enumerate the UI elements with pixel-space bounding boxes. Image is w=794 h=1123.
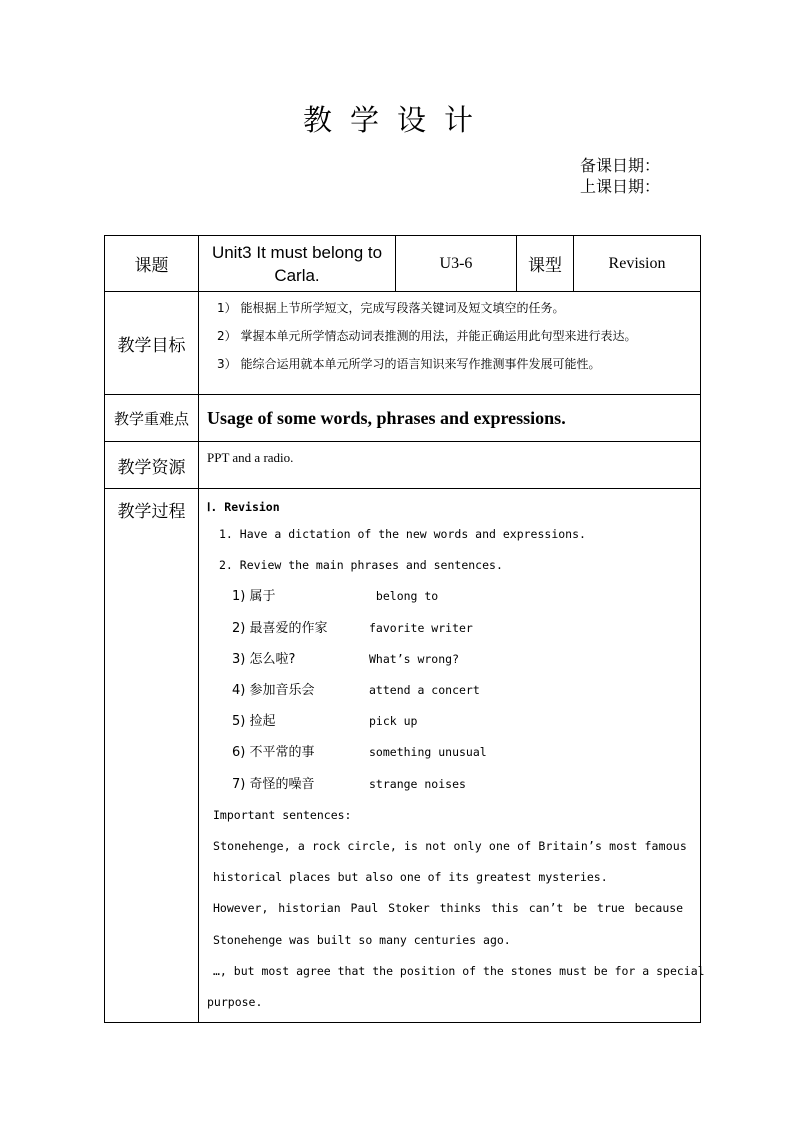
vocab-item: [207, 581, 693, 612]
page-title: 教学设计: [302, 103, 491, 137]
key-points-row: [105, 395, 701, 442]
process-heading-number: Ⅰ.: [207, 500, 218, 514]
important-sentence: Stonehenge, a rock circle, is not only one of Britain’s most famous: [213, 839, 687, 854]
process-step: 1. Have a dictation of the new words and expressions.: [219, 527, 586, 541]
topic-value: Unit3 It must belong to Carla.: [199, 236, 396, 292]
process-content: [199, 489, 705, 1023]
objectives-row: [105, 292, 701, 395]
vocab-english: What’s wrong?: [369, 651, 460, 666]
process-label: 教学过程: [105, 489, 199, 1023]
important-sentence: historical places but also one of its greatest mysteries.: [213, 870, 608, 885]
resources-value: PPT and a radio.: [199, 442, 701, 489]
vocab-item: [207, 706, 693, 737]
vocab-chinese: 4) 参加音乐会: [232, 683, 315, 699]
process-row: [105, 489, 701, 1023]
vocab-item: [207, 613, 693, 644]
vocab-chinese: 2) 最喜爱的作家: [232, 620, 328, 636]
vocab-chinese: 3) 怎么啦?: [232, 651, 296, 667]
vocab-item: [207, 737, 693, 768]
process-heading-text: Revision: [224, 500, 280, 514]
key-points-label: 教学重难点: [105, 395, 199, 442]
lesson-plan-table: [104, 235, 705, 1023]
vocab-chinese: 7) 奇怪的噪音: [232, 776, 315, 792]
vocab-english: belong to: [369, 589, 439, 604]
objective-item: 2） 掌握本单元所学情态动词表推测的用法，并能正确运用此句型来进行表达。: [217, 329, 637, 343]
vocab-english: attend a concert: [369, 683, 480, 698]
vocab-english: strange noises: [369, 776, 466, 791]
vocab-item: [207, 644, 693, 675]
lesson-code: U3-6: [396, 236, 517, 292]
lesson-type-label: 课型: [517, 236, 574, 292]
key-points-value: Usage of some words, phrases and expressions.: [199, 395, 701, 442]
vocab-english: pick up: [369, 714, 418, 729]
objective-item: 3） 能综合运用就本单元所学习的语言知识来写作推测事件发展可能性。: [217, 357, 601, 371]
objective-item: 1） 能根据上节所学短文，完成写段落关键词及短文填空的任务。: [217, 301, 565, 315]
vocab-chinese: 5) 捡起: [232, 714, 276, 730]
prep-date-label: 备课日期：: [580, 156, 661, 175]
vocab-item: [207, 769, 693, 800]
objectives-list: [199, 292, 701, 395]
objectives-label: 教学目标: [105, 292, 199, 395]
process-step: 2. Review the main phrases and sentences.: [219, 558, 503, 573]
vocab-english: something unusual: [369, 745, 487, 760]
important-sentence: Stonehenge was built so many centuries ago.: [213, 932, 511, 947]
vocab-chinese: 1) 属于: [232, 589, 276, 605]
vocab-chinese: 6) 不平常的事: [232, 745, 315, 761]
resources-label: 教学资源: [105, 442, 199, 489]
vocab-item: [207, 675, 693, 706]
vocab-english: favorite writer: [369, 620, 473, 635]
topic-label: 课题: [105, 236, 199, 292]
class-date-label: 上课日期：: [580, 177, 661, 196]
important-sentence: However, historian Paul Stoker thinks this can’t be true because: [213, 901, 684, 916]
important-sentence: purpose.: [207, 995, 263, 1010]
resources-row: [105, 442, 701, 489]
process-heading: [207, 495, 693, 519]
topic-row: [105, 236, 701, 292]
important-sentence: …, but most agree that the position of the stones must be for a special: [213, 963, 705, 978]
lesson-type-value: Revision: [574, 236, 701, 292]
important-sentences-label: Important sentences:: [213, 807, 352, 822]
